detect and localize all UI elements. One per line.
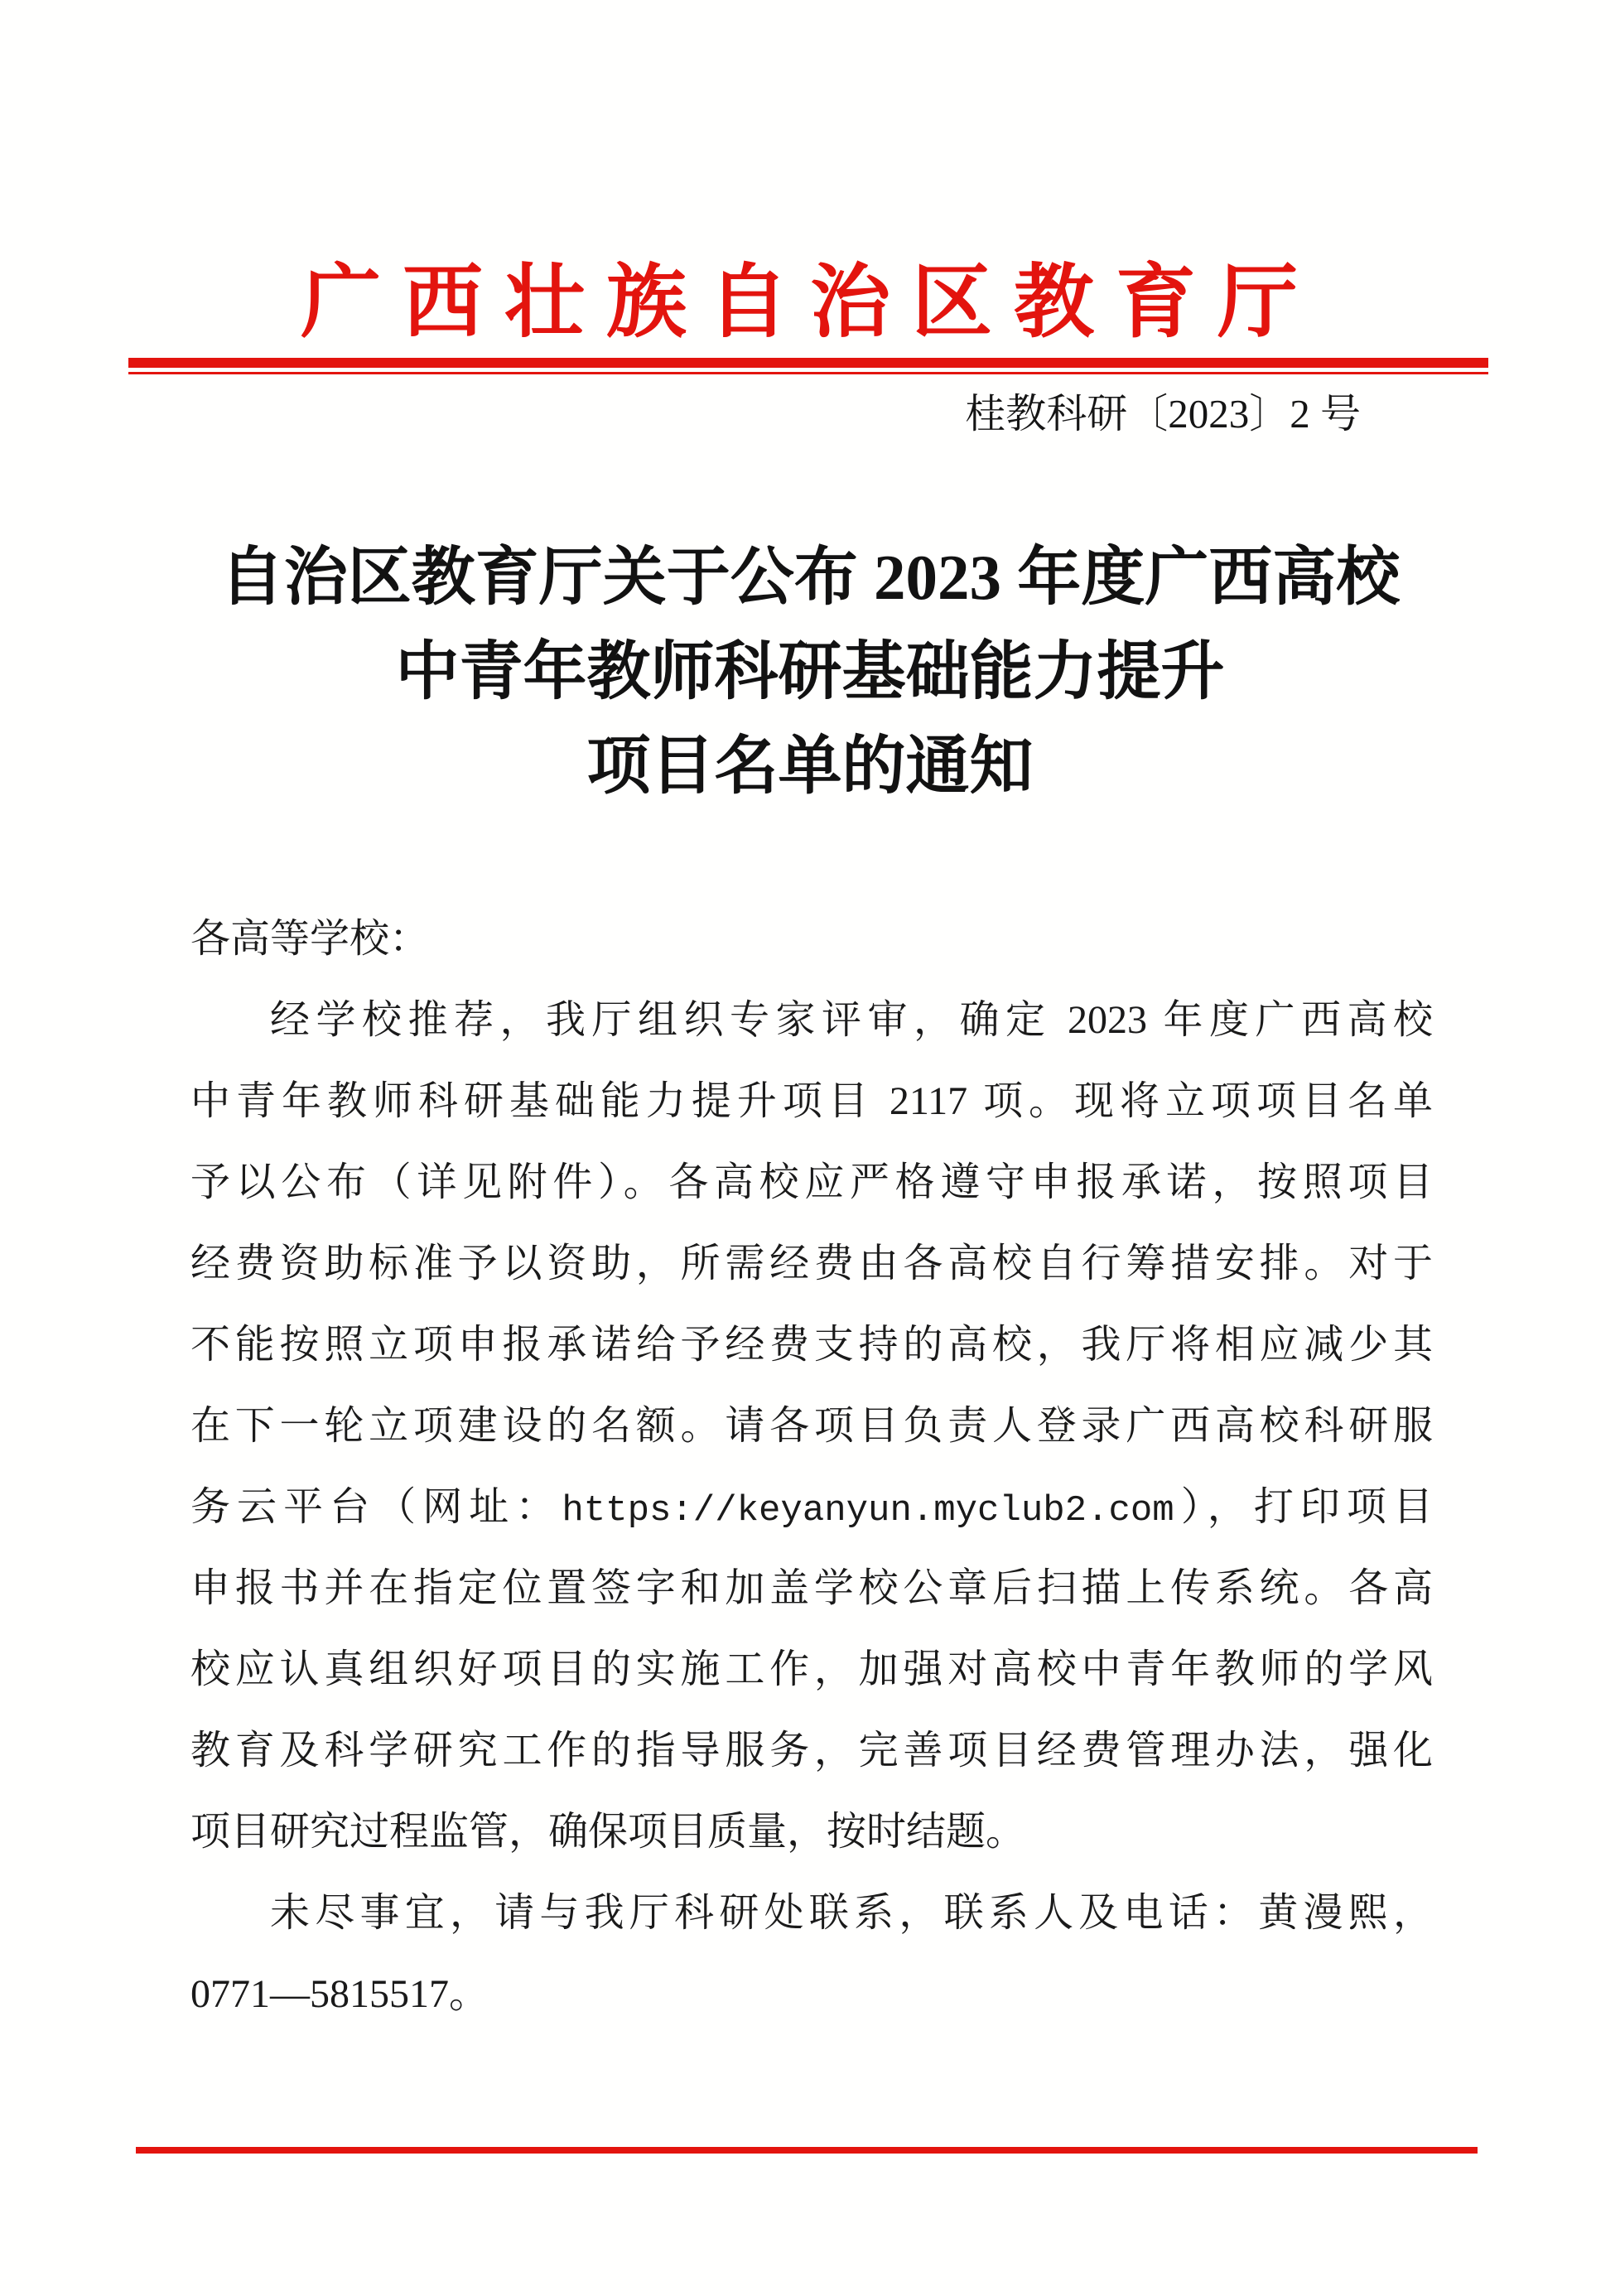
closing-line: 未尽事宜，请与我厅科研处联系，联系人及电话：黄漫熙， — [270, 1891, 1433, 1935]
body-line: 在下一轮立项建设的名额。请各项目负责人登录广西高校科研服 — [190, 1404, 1433, 1448]
body-line: 不能按照立项申报承诺给予经费支持的高校，我厅将相应减少其 — [190, 1323, 1433, 1367]
letterhead-rule-thin — [128, 372, 1488, 374]
body-line-with-url — [190, 1467, 1433, 1548]
notice-body — [190, 899, 1433, 2035]
body-line: 校应认真组织好项目的实施工作，加强对高校中青年教师的学风 — [190, 1647, 1433, 1691]
notice-title-line-2: 中青年教师科研基础能力提升 — [395, 636, 1225, 707]
salutation: 各高等学校： — [190, 917, 430, 961]
body-line: 予以公布（详见附件）。各高校应严格遵守申报承诺，按照项目 — [190, 1160, 1433, 1204]
footer-rule — [136, 2147, 1478, 2154]
letterhead-agency-title: 广西壮族自治区教育厅 — [301, 258, 1319, 347]
body-line: 项目研究过程监管，确保项目质量，按时结题。 — [190, 1810, 1026, 1854]
body-line: 申报书并在指定位置签字和加盖学校公章后扫描上传系统。各高 — [190, 1566, 1433, 1610]
platform-url-text: https://keyanyun.myclub2.com — [562, 1490, 1174, 1531]
body-line: 中青年教师科研基础能力提升项目 2117 项。现将立项项目名单 — [190, 1079, 1433, 1123]
url-suffix-text: ），打印项目 — [1174, 1485, 1433, 1529]
contact-phone-line: 0771—5815517。 — [190, 1972, 489, 2016]
letterhead-rule-thick — [128, 358, 1488, 368]
notice-title — [0, 530, 1620, 813]
url-prefix-text: 务云平台（网址： — [190, 1485, 562, 1529]
body-line: 经费资助标准予以资助，所需经费由各高校自行筹措安排。对于 — [190, 1242, 1433, 1285]
notice-title-line-3: 项目名单的通知 — [586, 731, 1034, 802]
body-line: 教育及科学研究工作的指导服务，完善项目经费管理办法，强化 — [190, 1729, 1433, 1773]
notice-title-line-1: 自治区教育厅关于公布 2023 年度广西高校 — [219, 542, 1401, 613]
body-line: 经学校推荐，我厅组织专家评审，确定 2023 年度广西高校 — [270, 998, 1433, 1042]
doc-reference-number: 桂教科研〔2023〕2 号 — [965, 391, 1361, 437]
